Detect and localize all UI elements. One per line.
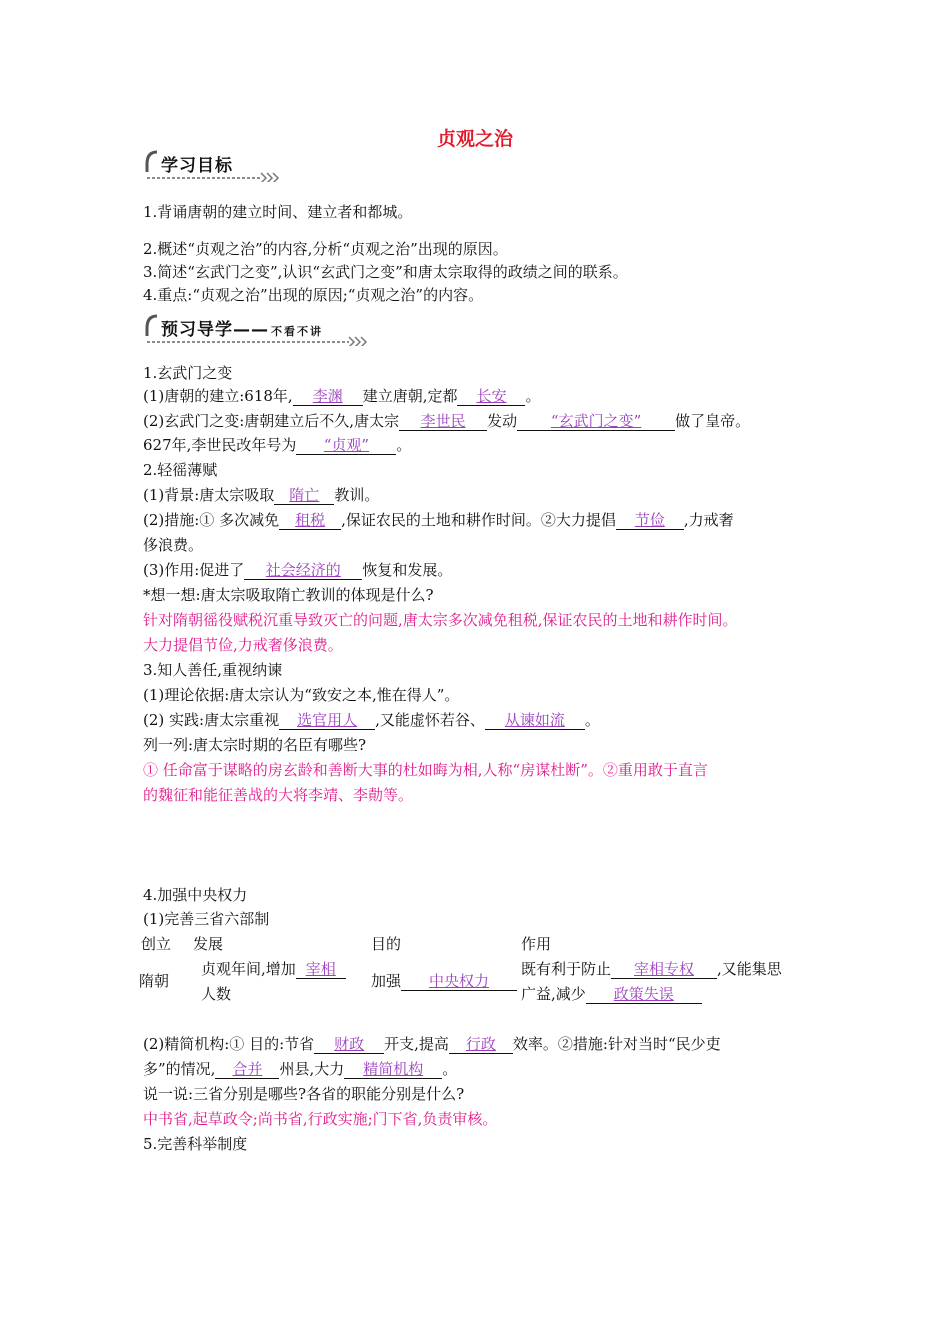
text: ,又能集思 xyxy=(717,960,782,978)
answer: 宰相专权 xyxy=(634,960,695,978)
goal-item: 2.概述“贞观之治”的内容,分析“贞观之治”出现的原因。 xyxy=(143,240,508,258)
list-answer: ① 任命富于谋略的房玄龄和善断大事的杜如晦为相,人称“房谋杜断”。②重用敢于直言 xyxy=(143,761,708,779)
text: 627年,李世民改年号为 xyxy=(143,436,297,454)
blank xyxy=(279,511,341,530)
blank xyxy=(344,1060,442,1079)
fill-line xyxy=(143,1033,721,1055)
blank xyxy=(399,412,487,431)
text: 贞观年间,增加 xyxy=(201,960,296,978)
answer: 政策失误 xyxy=(613,985,674,1003)
preview-subtitle: 不看不讲 xyxy=(271,325,323,338)
table-cell xyxy=(521,957,782,981)
heading-xuanwumen: 1.玄武门之变 xyxy=(143,364,233,382)
text-line: 侈浪费。 xyxy=(143,536,204,554)
answer: 从谏如流 xyxy=(504,711,565,729)
answer: 李世民 xyxy=(420,412,466,430)
answer: 精简机构 xyxy=(363,1060,424,1078)
answer: 社会经济的 xyxy=(265,561,341,579)
answer: 隋亡 xyxy=(289,486,320,504)
text: 。 xyxy=(442,1060,458,1078)
blank xyxy=(586,985,702,1004)
goal-item: 4.重点:“贞观之治”出现的原因;“贞观之治”的内容。 xyxy=(143,286,484,304)
say-question: 说一说:三省分别是哪些?各省的职能分别是什么? xyxy=(143,1085,465,1103)
text: ,力戒奢 xyxy=(683,511,734,529)
text: 加强 xyxy=(371,972,402,990)
answer: 行政 xyxy=(465,1035,496,1053)
text-line: (1)理论依据:唐太宗认为“致安之本,惟在得人”。 xyxy=(143,686,460,704)
text: 建立唐朝,定都 xyxy=(362,387,458,405)
text: (2)精简机构:① 目的:节省 xyxy=(143,1035,315,1053)
section-banner-preview xyxy=(143,312,373,346)
text: 开支,提高 xyxy=(384,1035,449,1053)
table-cell xyxy=(201,957,346,981)
text: 做了皇帝。 xyxy=(675,412,751,430)
blank xyxy=(293,387,363,406)
text-line: (1)完善三省六部制 xyxy=(143,910,270,928)
blank xyxy=(314,1035,384,1054)
fill-line xyxy=(143,709,600,731)
fill-line xyxy=(143,434,411,456)
heading-qingyao: 2.轻徭薄赋 xyxy=(143,461,218,479)
table-header: 发展 xyxy=(193,935,224,953)
section-title-goals: 学习目标 xyxy=(161,156,233,176)
text: (2)措施:① 多次减免 xyxy=(143,511,280,529)
text: (2)玄武门之变:唐朝建立后不久,唐太宗 xyxy=(143,412,400,430)
blank xyxy=(517,412,675,431)
blank xyxy=(244,561,362,580)
heading-zhongyang: 4.加强中央权力 xyxy=(143,886,248,904)
text: 效率。②措施:针对当时“民少吏 xyxy=(512,1035,721,1053)
answer: “玄武门之变” xyxy=(550,412,642,430)
table-header: 创立 xyxy=(141,935,172,953)
page-title: 贞观之治 xyxy=(436,128,513,150)
text: 多”的情况, xyxy=(143,1060,216,1078)
think-answer: 大力提倡节俭,力戒奢侈浪费。 xyxy=(143,636,343,654)
fill-line xyxy=(143,1058,457,1080)
goal-item: 3.简述“玄武门之变”,认识“玄武门之变”和唐太宗取得的政绩之间的联系。 xyxy=(143,263,628,281)
fill-line xyxy=(143,410,750,432)
text: 。 xyxy=(396,436,412,454)
blank xyxy=(279,711,375,730)
goal-item: 1.背诵唐朝的建立时间、建立者和都城。 xyxy=(143,203,413,221)
blank xyxy=(457,387,525,406)
say-answer: 中书省,起草政令;尚书省,行政实施;门下省,负责审核。 xyxy=(143,1110,498,1128)
text: 州县,大力 xyxy=(279,1060,345,1078)
list-question: 列一列:唐太宗时期的名臣有哪些? xyxy=(143,736,367,754)
blank xyxy=(485,711,585,730)
text: ,又能虚怀若谷、 xyxy=(375,711,485,729)
blank xyxy=(296,960,346,979)
text: (1)背景:唐太宗吸取 xyxy=(143,486,275,504)
section-title-preview xyxy=(161,315,323,340)
blank xyxy=(296,436,396,455)
table-cell xyxy=(521,982,702,1006)
table-cell: 隋朝 xyxy=(139,972,170,990)
table-cell: 人数 xyxy=(201,985,232,1003)
blank xyxy=(616,511,684,530)
answer: 宰相 xyxy=(305,960,336,978)
list-answer: 的魏征和能征善战的大将李靖、李勣等。 xyxy=(143,786,414,804)
text: (3)作用:促进了 xyxy=(143,561,245,579)
text: 。 xyxy=(584,711,600,729)
heading-keju: 5.完善科举制度 xyxy=(143,1135,248,1153)
fill-line xyxy=(143,385,541,407)
table-header: 作用 xyxy=(521,935,552,953)
think-question: *想一想:唐太宗吸取隋亡教训的体现是什么? xyxy=(143,586,434,604)
section-banner-goals xyxy=(143,148,283,182)
table-cell xyxy=(371,969,517,993)
text: 既有利于防止 xyxy=(521,960,612,978)
preview-title: 预习导学—— xyxy=(161,320,269,340)
blank xyxy=(611,960,717,979)
answer: 长安 xyxy=(476,387,507,405)
answer: 中央权力 xyxy=(429,972,490,990)
answer: 财政 xyxy=(334,1035,365,1053)
text: 。 xyxy=(525,387,541,405)
text: 教训。 xyxy=(334,486,380,504)
answer: 租税 xyxy=(295,511,326,529)
table-header: 目的 xyxy=(371,935,402,953)
text: ,保证农民的土地和耕作时间。②大力提倡 xyxy=(341,511,616,529)
blank xyxy=(215,1060,279,1079)
fill-line xyxy=(143,484,379,506)
answer: 合并 xyxy=(232,1060,263,1078)
text: (1)唐朝的建立:618年, xyxy=(143,387,293,405)
heading-zhiren: 3.知人善任,重视纳谏 xyxy=(143,661,283,679)
text: 广益,减少 xyxy=(521,985,586,1003)
answer: 节俭 xyxy=(634,511,665,529)
fill-line xyxy=(143,509,734,531)
blank xyxy=(274,486,334,505)
blank xyxy=(401,972,517,991)
answer: “贞观” xyxy=(323,436,370,454)
text: (2) 实践:唐太宗重视 xyxy=(143,711,280,729)
text: 恢复和发展。 xyxy=(362,561,453,579)
answer: 选官用人 xyxy=(297,711,358,729)
think-answer: 针对隋朝徭役赋税沉重导致灭亡的问题,唐太宗多次减免租税,保证农民的土地和耕作时间。 xyxy=(143,611,738,629)
fill-line xyxy=(143,559,452,581)
answer: 李渊 xyxy=(312,387,343,405)
text: 发动 xyxy=(487,412,518,430)
blank xyxy=(449,1035,513,1054)
